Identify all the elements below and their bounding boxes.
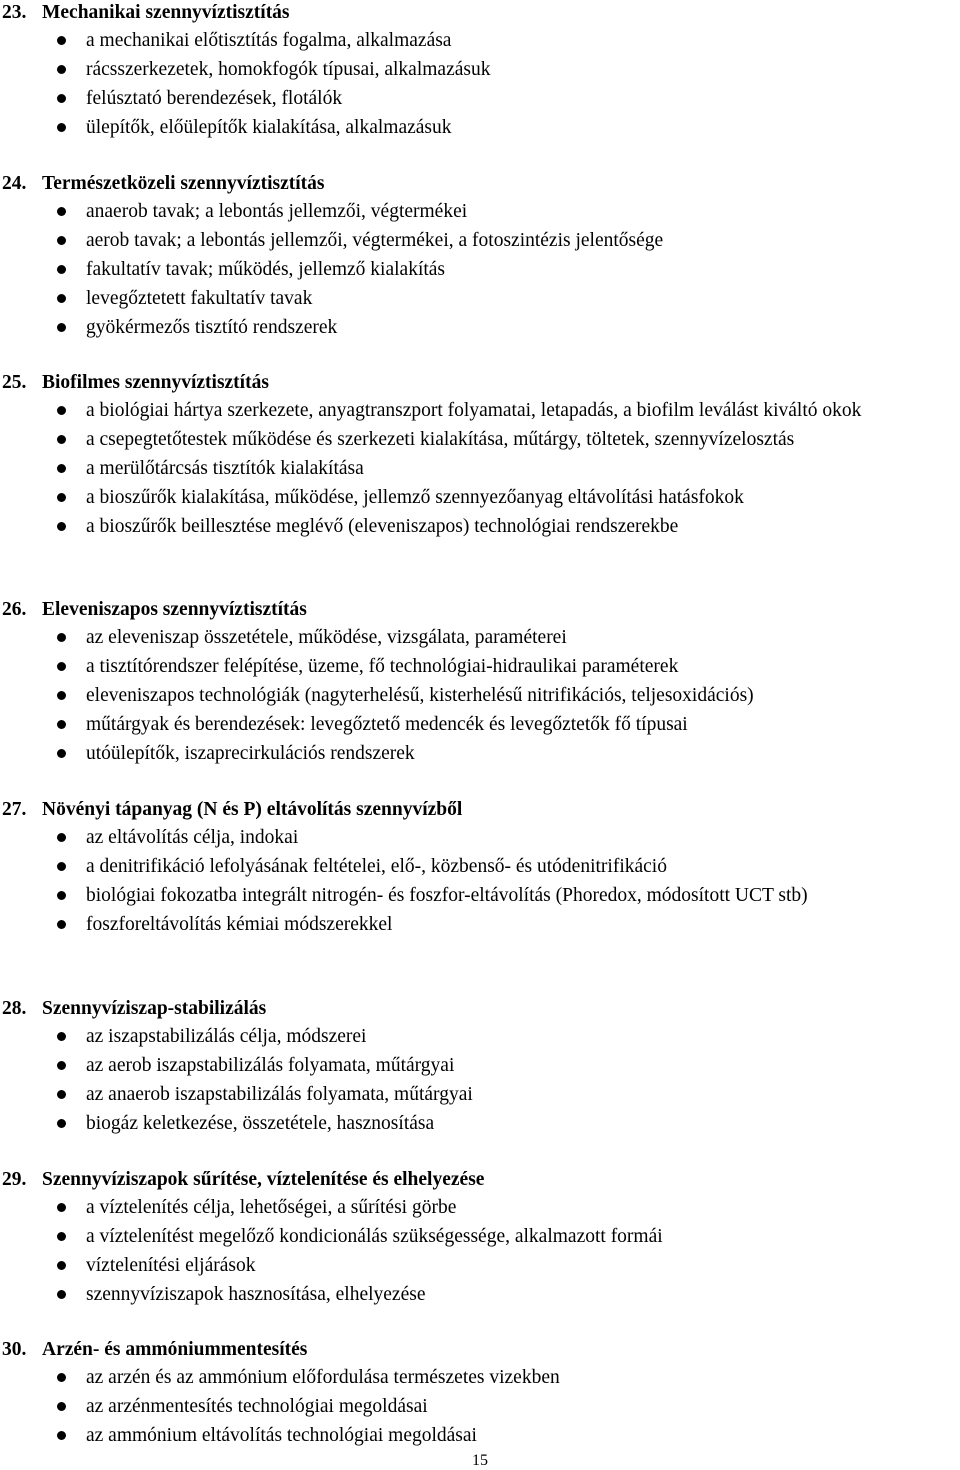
bullet-list — [2, 197, 958, 342]
page-number: 15 — [472, 1452, 488, 1469]
bullet-icon — [57, 1261, 66, 1270]
bullet-icon — [57, 323, 66, 332]
list-item: az ammónium eltávolítás technológiai megoldásai — [2, 1421, 958, 1450]
section-number: 30. — [2, 1339, 27, 1360]
list-item: biológiai fokozatba integrált nitrogén- és foszfor-eltávolítás (Phoredox, módosított UCT stb) — [2, 881, 958, 910]
bullet-icon — [57, 891, 66, 900]
section-title-text: Mechanikai szennyvíztisztítás — [42, 2, 290, 23]
list-item: ülepítők, előülepítők kialakítása, alkalmazásuk — [2, 113, 958, 142]
bullet-icon — [57, 1203, 66, 1212]
list-item: levegőztetett fakultatív tavak — [2, 284, 958, 313]
bullet-icon — [57, 265, 66, 274]
bullet-icon — [57, 522, 66, 531]
section-number: 26. — [2, 599, 27, 620]
list-item: gyökérmezős tisztító rendszerek — [2, 313, 958, 342]
bullet-icon — [57, 1090, 66, 1099]
section-26 — [2, 597, 958, 768]
bullet-icon — [57, 1232, 66, 1241]
list-item: biogáz keletkezése, összetétele, hasznosítása — [2, 1109, 958, 1138]
list-item: az aerob iszapstabilizálás folyamata, műtárgyai — [2, 1051, 958, 1080]
list-item: a víztelenítés célja, lehetőségei, a sűrítési görbe — [2, 1193, 958, 1222]
section-30 — [2, 1337, 958, 1450]
section-title — [2, 996, 958, 1022]
bullet-icon — [57, 1431, 66, 1440]
bullet-icon — [57, 406, 66, 415]
bullet-icon — [57, 833, 66, 842]
section-29 — [2, 1167, 958, 1309]
section-title-text: Arzén- és ammóniummentesítés — [42, 1339, 308, 1360]
section-number: 29. — [2, 1169, 27, 1190]
section-number: 27. — [2, 799, 27, 820]
section-title-text: Eleveniszapos szennyvíztisztítás — [42, 599, 307, 620]
section-title — [2, 1167, 958, 1193]
bullet-icon — [57, 207, 66, 216]
section-title-text: Szennyvíziszap-stabilizálás — [42, 998, 267, 1019]
bullet-list — [2, 1022, 958, 1138]
section-28 — [2, 996, 958, 1138]
list-item: az arzénmentesítés technológiai megoldásai — [2, 1392, 958, 1421]
bullet-icon — [57, 493, 66, 502]
bullet-icon — [57, 720, 66, 729]
section-title — [2, 171, 958, 197]
list-item: anaerob tavak; a lebontás jellemzői, végtermékei — [2, 197, 958, 226]
list-item: a bioszűrők beillesztése meglévő (eleveniszapos) technológiai rendszerekbe — [2, 512, 958, 541]
list-item: víztelenítési eljárások — [2, 1251, 958, 1280]
bullet-icon — [57, 435, 66, 444]
section-title — [2, 370, 958, 396]
section-number: 28. — [2, 998, 27, 1019]
section-number: 25. — [2, 372, 27, 393]
section-title — [2, 0, 958, 26]
list-item: a biológiai hártya szerkezete, anyagtranszport folyamatai, letapadás, a biofilm leválást kiváltó okok — [2, 396, 958, 425]
bullet-icon — [57, 1402, 66, 1411]
list-item: az arzén és az ammónium előfordulása természetes vizekben — [2, 1363, 958, 1392]
list-item: eleveniszapos technológiák (nagyterhelésű, kisterhelésű nitrifikációs, teljesoxidációs) — [2, 681, 958, 710]
bullet-icon — [57, 749, 66, 758]
section-title — [2, 597, 958, 623]
section-24 — [2, 171, 958, 342]
bullet-icon — [57, 1373, 66, 1382]
section-title-text: Növényi tápanyag (N és P) eltávolítás szennyvízből — [42, 799, 463, 820]
bullet-icon — [57, 464, 66, 473]
bullet-list — [2, 823, 958, 939]
bullet-list — [2, 1363, 958, 1450]
section-23 — [2, 0, 958, 142]
section-27 — [2, 797, 958, 939]
bullet-icon — [57, 123, 66, 132]
bullet-icon — [57, 1290, 66, 1299]
list-item: a víztelenítést megelőző kondicionálás szükségessége, alkalmazott formái — [2, 1222, 958, 1251]
list-item: a denitrifikáció lefolyásának feltételei, elő-, közbenső- és utódenitrifikáció — [2, 852, 958, 881]
list-item: műtárgyak és berendezések: levegőztető medencék és levegőztetők fő típusai — [2, 710, 958, 739]
list-item: felúsztató berendezések, flotálók — [2, 84, 958, 113]
list-item: rácsszerkezetek, homokfogók típusai, alkalmazásuk — [2, 55, 958, 84]
bullet-icon — [57, 920, 66, 929]
bullet-icon — [57, 36, 66, 45]
list-item: utóülepítők, iszaprecirkulációs rendszerek — [2, 739, 958, 768]
bullet-icon — [57, 65, 66, 74]
section-number: 23. — [2, 2, 27, 23]
bullet-icon — [57, 1061, 66, 1070]
list-item: foszforeltávolítás kémiai módszerekkel — [2, 910, 958, 939]
list-item: az iszapstabilizálás célja, módszerei — [2, 1022, 958, 1051]
bullet-icon — [57, 662, 66, 671]
section-title-text: Természetközeli szennyvíztisztítás — [42, 173, 325, 194]
bullet-icon — [57, 862, 66, 871]
bullet-icon — [57, 294, 66, 303]
bullet-icon — [57, 94, 66, 103]
bullet-icon — [57, 1119, 66, 1128]
bullet-list — [2, 396, 958, 541]
list-item: szennyvíziszapok hasznosítása, elhelyezése — [2, 1280, 958, 1309]
list-item: a mechanikai előtisztítás fogalma, alkalmazása — [2, 26, 958, 55]
section-title — [2, 797, 958, 823]
section-title — [2, 1337, 958, 1363]
bullet-list — [2, 26, 958, 142]
list-item: az eleveniszap összetétele, működése, vizsgálata, paraméterei — [2, 623, 958, 652]
section-title-text: Biofilmes szennyvíztisztítás — [42, 372, 269, 393]
list-item: a bioszűrők kialakítása, működése, jellemző szennyezőanyag eltávolítási hatásfokok — [2, 483, 958, 512]
bullet-list — [2, 1193, 958, 1309]
list-item: a merülőtárcsás tisztítók kialakítása — [2, 454, 958, 483]
section-title-text: Szennyvíziszapok sűrítése, víztelenítése és elhelyezése — [42, 1169, 485, 1190]
list-item: fakultatív tavak; működés, jellemző kialakítás — [2, 255, 958, 284]
bullet-icon — [57, 1032, 66, 1041]
list-item: aerob tavak; a lebontás jellemzői, végtermékei, a fotoszintézis jelentősége — [2, 226, 958, 255]
list-item: az eltávolítás célja, indokai — [2, 823, 958, 852]
bullet-icon — [57, 633, 66, 642]
section-number: 24. — [2, 173, 27, 194]
list-item: a csepegtetőtestek működése és szerkezeti kialakítása, műtárgy, töltetek, szennyvízelosztás — [2, 425, 958, 454]
bullet-list — [2, 623, 958, 768]
bullet-icon — [57, 236, 66, 245]
section-25 — [2, 370, 958, 541]
bullet-icon — [57, 691, 66, 700]
list-item: a tisztítórendszer felépítése, üzeme, fő technológiai-hidraulikai paraméterek — [2, 652, 958, 681]
list-item: az anaerob iszapstabilizálás folyamata, műtárgyai — [2, 1080, 958, 1109]
